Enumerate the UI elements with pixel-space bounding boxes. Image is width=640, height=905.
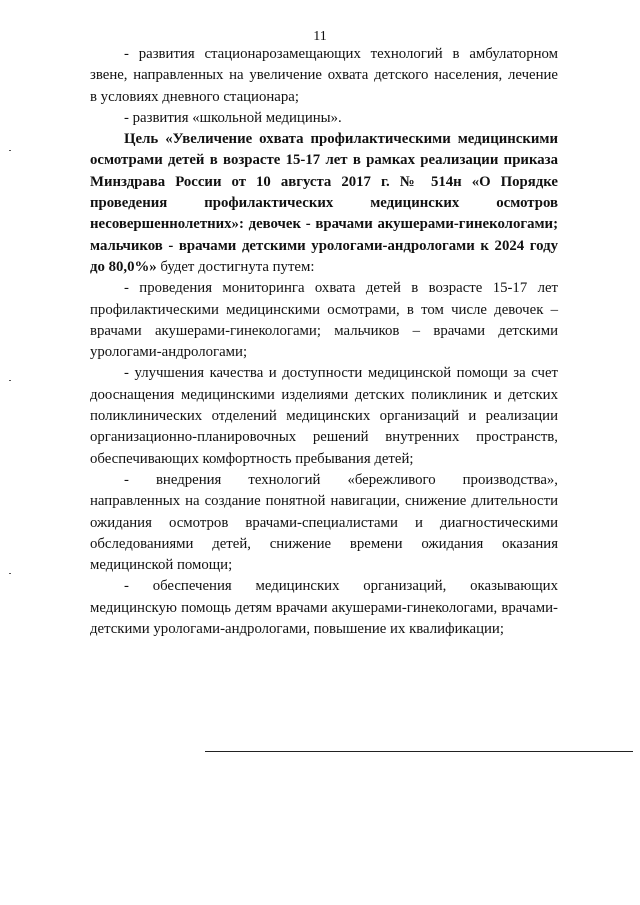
text-line: врачами акушерами-гинекологами; мальчиков – врачами детскими <box>90 322 558 339</box>
text-line: - развития «школьной медицины». <box>124 109 342 126</box>
text-line: урологами-андрологами; <box>90 344 248 361</box>
goal-heading-line: мальчиков - врачами детскими урологами-андрологами к 2024 году <box>90 237 558 254</box>
scan-edge-mark <box>9 573 11 574</box>
text-line: направленных на создание понятной навигации, снижение длительности <box>90 493 558 510</box>
text-line: ожидания осмотров врачами-специалистами и диагностическими <box>90 514 558 531</box>
goal-heading-line: проведения профилактических медицинских осмотров <box>90 195 558 212</box>
text-line: дооснащения медицинскими изделиями детских поликлиник и детских <box>90 386 558 403</box>
text-line: обследованиями детей, снижение времени ожидания оказания <box>90 535 558 552</box>
page-number: 11 <box>313 29 327 44</box>
goal-heading-line: осмотрами детей в возрасте 15-17 лет в рамках реализации приказа <box>90 152 558 169</box>
goal-heading-line: Цель «Увеличение охвата профилактическими медицинскими <box>124 131 558 148</box>
text-line: обеспечивающих комфортность пребывания детей; <box>90 450 414 467</box>
text-line: - обеспечения медицинских организаций, оказывающих <box>124 578 558 595</box>
scan-edge-mark <box>9 380 11 381</box>
text-line <box>90 257 558 278</box>
goal-tail-text: будет достигнута путем: <box>156 258 315 275</box>
text-line: - улучшения качества и доступности медицинской помощи за счет <box>124 365 558 382</box>
scan-edge-mark <box>9 150 11 151</box>
goal-heading-line: несовершеннолетних»: девочек - врачами акушерами-гинекологами; <box>90 216 558 233</box>
document-body <box>90 44 558 640</box>
text-line: - развития стационарозамещающих технологий в амбулаторном <box>124 46 558 62</box>
text-line: в условиях дневного стационара; <box>90 88 299 105</box>
text-line: поликлинических отделений медицинских организаций и реализации <box>90 408 558 425</box>
text-line: детскими урологами-андрологами, повышение их квалификации; <box>90 621 504 638</box>
text-line: - проведения мониторинга охвата детей в возрасте 15-17 лет <box>124 280 558 297</box>
goal-target-value: до 80,0%» <box>90 258 157 275</box>
goal-heading-line: Минздрава России от 10 августа 2017 г. № 514н «О Порядке <box>90 173 558 190</box>
bottom-divider <box>205 751 633 752</box>
text-line: звене, направленных на увеличение охвата детского населения, лечение <box>90 67 558 84</box>
text-line: организационно-планировочных решений внутренних пространств, <box>90 429 558 446</box>
text-line: медицинскую помощь детям врачами акушерами-гинекологами, врачами- <box>90 599 558 616</box>
text-line: - внедрения технологий «бережливого производства», <box>124 471 558 488</box>
text-line: медицинской помощи; <box>90 557 233 574</box>
text-line: профилактическими медицинскими осмотрами, в том числе девочек – <box>90 301 558 318</box>
